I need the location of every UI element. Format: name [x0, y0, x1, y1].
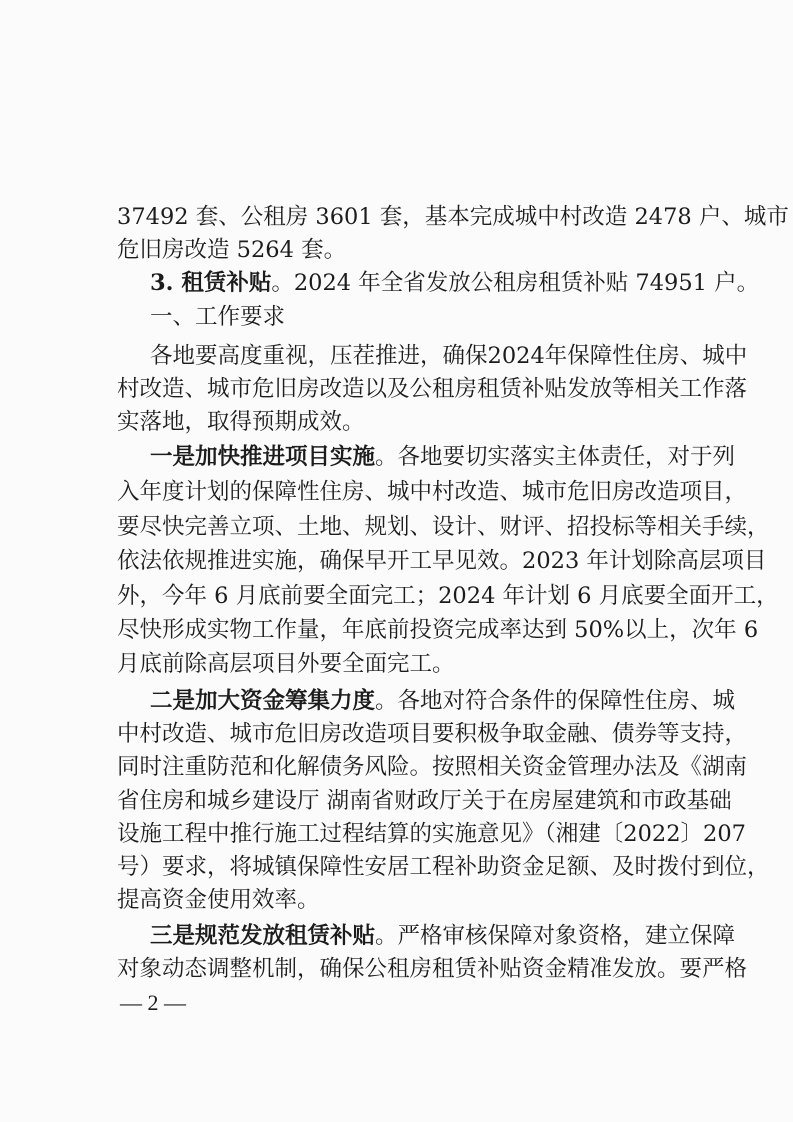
body-line: 入年度计划的保障性住房、城中村改造、城市危旧房改造项目，: [117, 479, 748, 505]
body-line: 月底前除高层项目外要全面完工。: [117, 651, 455, 677]
body-line: 中村改造、城市危旧房改造项目要积极争取金融、债券等支持，: [117, 721, 748, 747]
body-line: 依法依规推进实施，确保早开工早见效。2023 年计划除高层项目: [117, 548, 767, 574]
body-line: 危旧房改造 5264 套。: [117, 237, 347, 263]
body-line: 尽快形成实物工作量，年底前投资完成率达到 50%以上，次年 6: [117, 617, 759, 643]
body-line: 要尽快完善立项、土地、规划、设计、财评、招投标等相关手续，: [117, 514, 770, 540]
body-line: 提高资金使用效率。: [117, 887, 320, 913]
body-line: 同时注重防范和化解债务风险。按照相关资金管理办法及《湖南: [117, 754, 748, 780]
body-line: 省住房和城乡建设厅 湖南省财政厅关于在房屋建筑和市政基础: [117, 788, 732, 814]
paragraph-heading: 一是加快推进项目实施: [150, 444, 376, 470]
section-item-rental-subsidy: [150, 269, 793, 297]
paragraph-heading: 三是规范发放租赁补贴: [150, 923, 376, 949]
body-line: 实落地，取得预期成效。: [117, 409, 365, 435]
body-line: 设施工程中推行施工过程结算的实施意见》（湘建〔2022〕207: [117, 821, 746, 847]
body-line: 对象动态调整机制，确保公租房租赁补贴资金精准发放。要严格: [117, 956, 748, 982]
paragraph-lead-line: [150, 922, 793, 950]
body-line: 号）要求，将城镇保障性安居工程补助资金足额、及时拨付到位，: [117, 854, 770, 880]
paragraph-lead-line: [150, 443, 793, 471]
page-number: — 2 —: [120, 990, 186, 1015]
paragraph-lead-line: [150, 687, 793, 715]
paragraph-text: 。各地要切实落实主体责任，对于列: [375, 444, 736, 470]
paragraph-heading: 二是加大资金筹集力度: [150, 688, 376, 714]
paragraph-text: 。严格审核保障对象资格，建立保障: [375, 923, 736, 949]
item-heading: 3. 租赁补贴: [150, 270, 272, 296]
item-text: 。2024 年全省发放公租房租赁补贴 74951 户。: [271, 270, 760, 296]
section-heading: 一、工作要求: [150, 304, 286, 330]
body-line: 37492 套、公租房 3601 套，基本完成城中村改造 2478 户、城市: [117, 204, 789, 230]
body-line: 村改造、城市危旧房改造以及公租房租赁补贴发放等相关工作落: [117, 376, 748, 402]
body-line: 各地要高度重视，压茬推进，确保2024年保障性住房、城中: [150, 343, 748, 369]
paragraph-text: 。各地对符合条件的保障性住房、城: [375, 688, 736, 714]
body-line: 外，今年 6 月底前要全面完工；2024 年计划 6 月底要全面开工，: [117, 583, 779, 609]
